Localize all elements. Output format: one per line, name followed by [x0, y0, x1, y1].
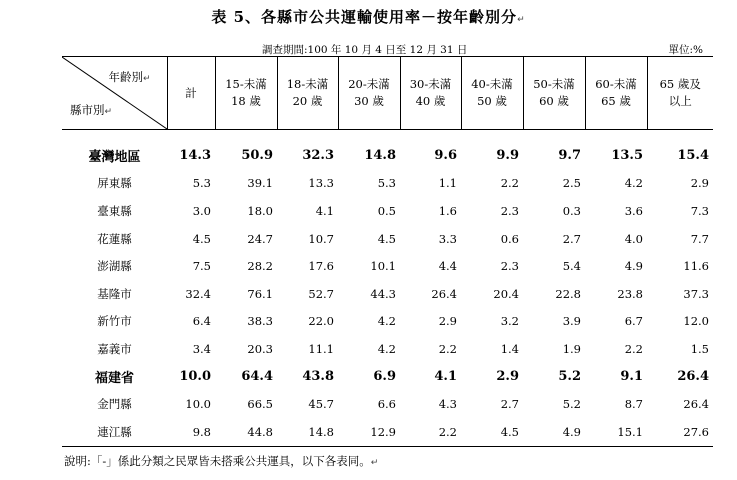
value-cell: 11.6 — [683, 259, 709, 274]
value-cell: 0.5 — [377, 203, 396, 218]
column-header-line1: 15-未滿 — [225, 77, 267, 91]
survey-period: 調查期間:100 年 10 月 4 日至 12 月 31 日 — [262, 44, 468, 56]
value-cell: 1.9 — [562, 341, 581, 356]
value-cell: 38.3 — [247, 314, 273, 329]
county-name: 金門縣 — [97, 397, 132, 412]
column-header-line2: 65 歲 — [601, 94, 631, 108]
value-cell: 15.4 — [677, 148, 709, 164]
table-row — [62, 252, 713, 280]
value-cell: 22.0 — [308, 314, 334, 329]
value-cell: 0.3 — [562, 203, 581, 218]
table-row — [62, 308, 713, 336]
value-cell: 4.1 — [434, 369, 457, 385]
value-cell: 13.3 — [308, 176, 334, 191]
column-header-line1: 20-未滿 — [348, 77, 390, 91]
value-cell: 64.4 — [241, 369, 273, 385]
column-header — [277, 57, 338, 130]
value-cell: 14.8 — [364, 148, 396, 164]
value-cell: 24.7 — [247, 231, 273, 246]
value-cell: 9.7 — [558, 148, 581, 164]
value-cell: 5.3 — [377, 176, 396, 191]
value-cell: 14.8 — [277, 418, 338, 446]
value-cell: 4.9 — [624, 259, 643, 274]
value-cell: 10.7 — [308, 231, 334, 246]
value-cell: 4.5 — [461, 418, 523, 446]
value-cell: 2.7 — [562, 231, 581, 246]
value-cell: 2.2 — [624, 341, 643, 356]
value-cell: 5.3 — [192, 176, 211, 191]
value-cell: 66.5 — [247, 397, 273, 412]
value-cell: 9.6 — [434, 148, 457, 164]
value-cell: 17.6 — [308, 259, 334, 274]
value-cell: 3.6 — [624, 203, 643, 218]
value-cell: 13.5 — [611, 148, 643, 164]
value-cell: 76.1 — [247, 286, 273, 301]
value-cell: 52.7 — [308, 286, 334, 301]
column-header — [585, 57, 647, 130]
table-row — [62, 418, 713, 446]
column-header-line2: 20 歲 — [292, 94, 323, 108]
value-cell: 6.6 — [377, 397, 396, 412]
value-cell: 4.1 — [315, 203, 334, 218]
value-cell: 11.1 — [308, 341, 334, 356]
column-header — [167, 57, 215, 130]
column-header — [400, 57, 461, 130]
table-row — [62, 363, 713, 391]
column-header — [647, 57, 713, 130]
value-cell: 2.9 — [690, 176, 709, 191]
table-row — [62, 225, 713, 253]
county-label: 縣市別↵ — [70, 103, 113, 117]
value-cell: 4.5 — [192, 231, 211, 246]
table-title: 表 5、各縣市公共運輸使用率－按年齡別分↵ — [211, 8, 526, 26]
value-cell: 2.2 — [400, 418, 461, 446]
table-row — [62, 170, 713, 198]
value-cell: 0.6 — [500, 231, 519, 246]
column-header-line1: 50-未滿 — [533, 77, 575, 91]
usage-table — [62, 56, 713, 447]
value-cell: 3.4 — [192, 341, 211, 356]
value-cell: 4.0 — [624, 231, 643, 246]
value-cell: 44.3 — [370, 286, 396, 301]
value-cell: 7.7 — [690, 231, 709, 246]
value-cell: 1.1 — [438, 176, 457, 191]
value-cell: 2.3 — [500, 259, 519, 274]
value-cell: 20.3 — [247, 341, 273, 356]
column-header-line2: 30 歲 — [354, 94, 384, 108]
value-cell: 6.7 — [624, 314, 643, 329]
value-cell: 32.3 — [302, 148, 334, 164]
county-name: 嘉義市 — [97, 341, 132, 356]
value-cell: 12.0 — [683, 314, 709, 329]
value-cell: 23.8 — [617, 286, 643, 301]
value-cell: 4.9 — [523, 418, 585, 446]
value-cell: 2.9 — [438, 314, 457, 329]
column-header-line2: 18 歲 — [231, 94, 261, 108]
value-cell: 6.9 — [373, 369, 396, 385]
column-header — [461, 57, 523, 130]
value-cell: 4.3 — [438, 397, 457, 412]
column-header-line1: 計 — [185, 85, 197, 100]
column-header-line1: 60-未滿 — [595, 77, 637, 91]
column-header-line2: 40 歲 — [415, 94, 446, 108]
value-cell: 18.0 — [247, 203, 273, 218]
county-name: 臺灣地區 — [88, 150, 141, 166]
value-cell: 43.8 — [302, 369, 334, 385]
age-label: 年齡別↵ — [108, 70, 151, 84]
value-cell: 9.9 — [496, 148, 519, 164]
county-name: 臺東縣 — [97, 203, 132, 218]
value-cell: 5.2 — [558, 369, 581, 385]
value-cell: 10.1 — [370, 259, 396, 274]
column-header-line1: 40-未滿 — [471, 77, 513, 91]
table-row — [62, 335, 713, 363]
value-cell: 2.3 — [500, 203, 519, 218]
value-cell: 26.4 — [431, 286, 457, 301]
column-header-line2: 60 歲 — [539, 94, 569, 108]
corner-header — [62, 57, 167, 130]
unit-label: 單位:% — [668, 44, 703, 56]
county-name: 基隆市 — [97, 286, 132, 301]
value-cell: 4.2 — [377, 341, 396, 356]
value-cell: 26.4 — [677, 369, 709, 385]
value-cell: 10.0 — [185, 397, 211, 412]
value-cell: 7.3 — [690, 203, 709, 218]
value-cell: 2.2 — [500, 176, 519, 191]
value-cell: 7.5 — [192, 259, 211, 274]
value-cell: 4.2 — [624, 176, 643, 191]
value-cell: 20.4 — [493, 286, 519, 301]
column-header-line1: 65 歲及 — [659, 77, 701, 91]
value-cell: 14.3 — [179, 148, 211, 164]
value-cell: 15.1 — [585, 418, 647, 446]
county-name: 連江縣 — [62, 418, 167, 446]
value-cell: 4.4 — [438, 259, 457, 274]
column-header-line1: 30-未滿 — [409, 77, 452, 91]
value-cell: 5.4 — [562, 259, 581, 274]
value-cell: 32.4 — [185, 286, 211, 301]
column-header-line2: 50 歲 — [477, 94, 507, 108]
value-cell: 44.8 — [215, 418, 277, 446]
value-cell: 3.9 — [562, 314, 581, 329]
value-cell: 4.2 — [377, 314, 396, 329]
value-cell: 1.5 — [690, 341, 709, 356]
table-row — [62, 280, 713, 308]
value-cell: 50.9 — [241, 148, 273, 164]
county-name: 澎湖縣 — [97, 259, 132, 274]
value-cell: 8.7 — [624, 397, 643, 412]
value-cell: 37.3 — [683, 286, 709, 301]
column-header-line1: 18-未滿 — [286, 77, 329, 91]
value-cell: 3.0 — [192, 203, 211, 218]
value-cell: 4.5 — [377, 231, 396, 246]
value-cell: 5.2 — [562, 397, 581, 412]
value-cell: 27.6 — [647, 418, 713, 446]
footnote: 說明:「-」係此分類之民眾皆未搭乘公共運具，以下各表同。↵ — [64, 454, 379, 468]
county-name: 新竹市 — [97, 314, 132, 329]
value-cell: 1.4 — [500, 341, 519, 356]
table-row — [62, 197, 713, 225]
value-cell: 2.7 — [500, 397, 519, 412]
column-header-line2: 以上 — [668, 94, 692, 108]
header-row — [62, 57, 713, 130]
value-cell: 3.2 — [500, 314, 519, 329]
value-cell: 2.5 — [562, 176, 581, 191]
value-cell: 22.8 — [555, 286, 581, 301]
value-cell: 6.4 — [192, 314, 211, 329]
value-cell: 9.1 — [620, 369, 643, 385]
value-cell: 12.9 — [338, 418, 400, 446]
column-header — [215, 57, 277, 130]
value-cell: 39.1 — [247, 176, 273, 191]
value-cell: 45.7 — [308, 397, 334, 412]
column-header — [338, 57, 400, 130]
county-name: 花蓮縣 — [97, 231, 132, 246]
column-header — [523, 57, 585, 130]
value-cell: 2.9 — [496, 369, 519, 385]
table-row — [62, 130, 713, 170]
value-cell: 26.4 — [683, 397, 709, 412]
value-cell: 1.6 — [438, 203, 457, 218]
county-name: 屏東縣 — [97, 176, 132, 191]
value-cell: 3.3 — [438, 231, 457, 246]
value-cell: 10.0 — [179, 369, 211, 385]
value-cell: 9.8 — [167, 418, 215, 446]
county-name: 福建省 — [94, 371, 134, 387]
value-cell: 28.2 — [247, 259, 273, 274]
table-row — [62, 390, 713, 418]
value-cell: 2.2 — [438, 341, 457, 356]
